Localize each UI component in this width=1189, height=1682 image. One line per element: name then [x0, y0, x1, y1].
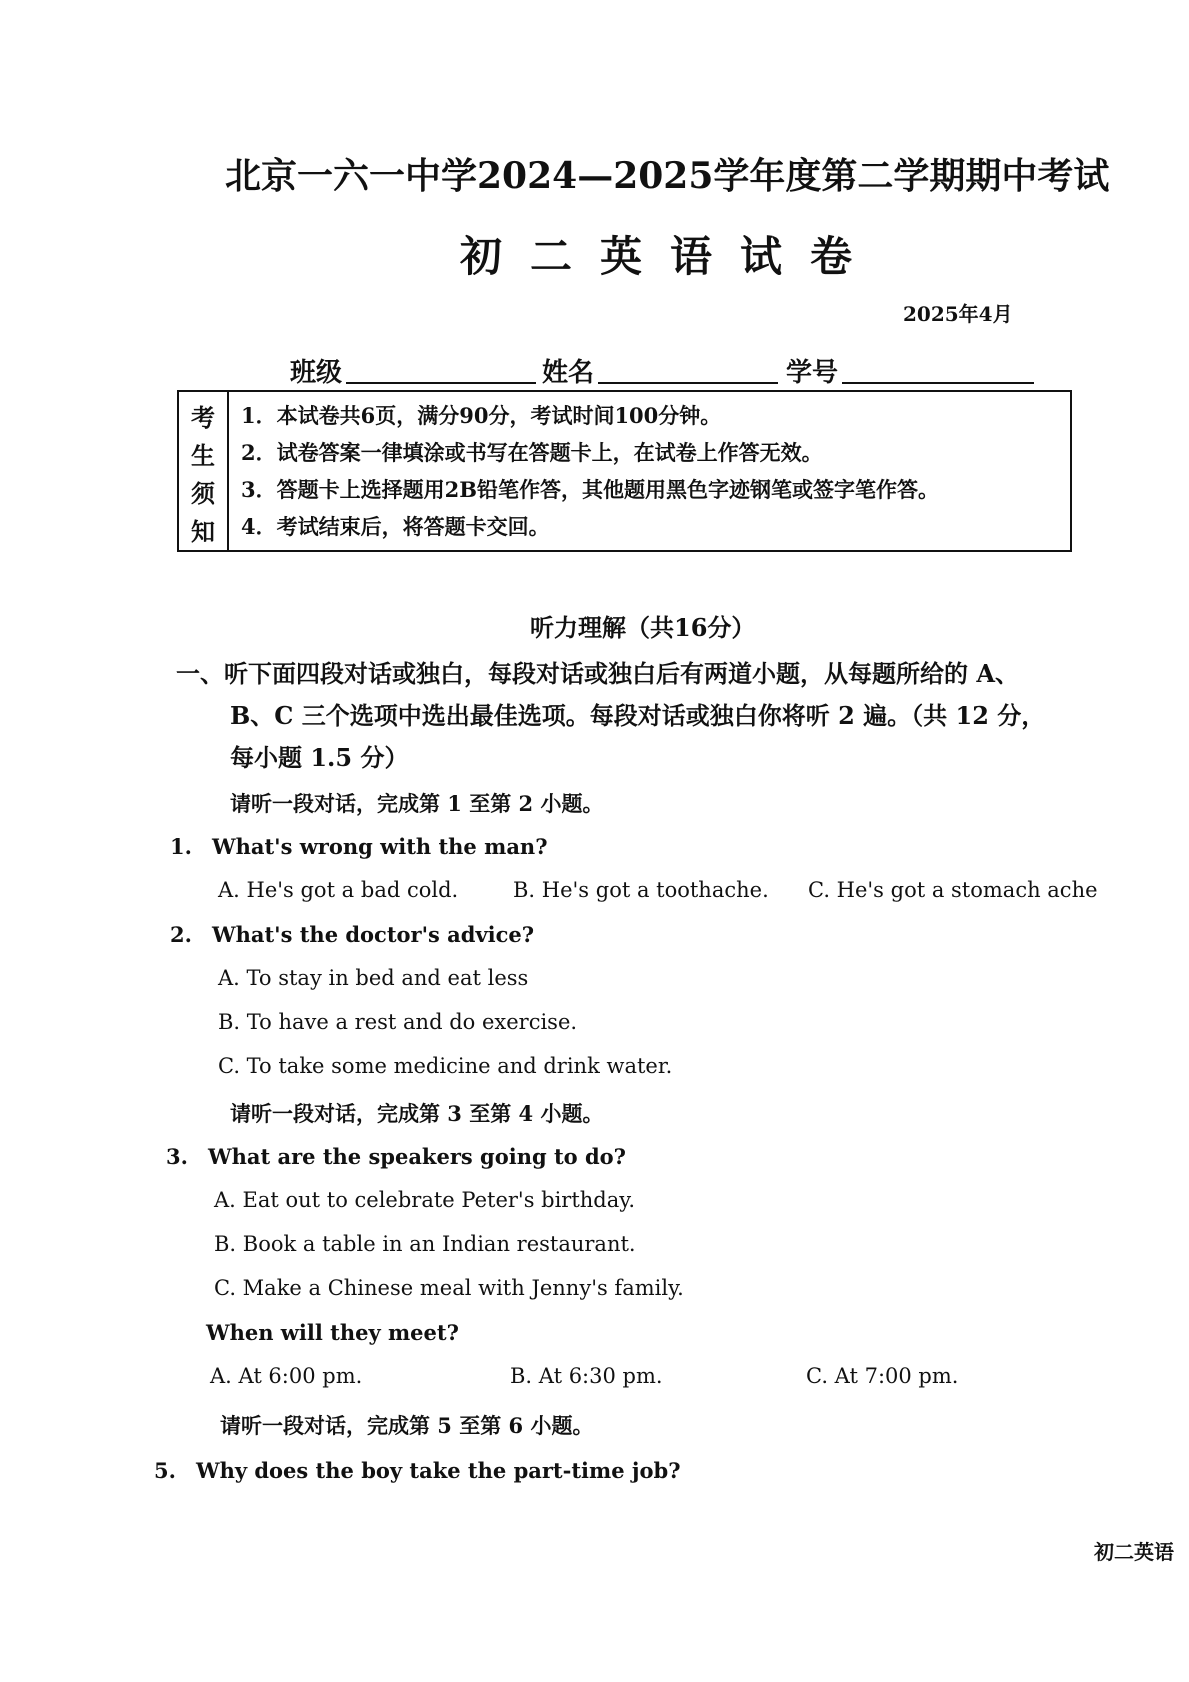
- option-c: C. At 7:00 pm.: [806, 1364, 959, 1388]
- part-intro-line: B、C 三个选项中选出最佳选项。每段对话或独白你将听 2 遍。（共 12 分，: [230, 701, 1046, 730]
- option-b: B. At 6:30 pm.: [510, 1364, 663, 1388]
- notice-item: 2．试卷答案一律填涂或书写在答题卡上，在试卷上作答无效。: [241, 440, 823, 465]
- name-field[interactable]: [598, 382, 778, 384]
- listening-instruction: 请听一段对话，完成第 5 至第 6 小题。: [220, 1413, 594, 1438]
- class-field[interactable]: [346, 382, 536, 384]
- option-a: A. To stay in bed and eat less: [218, 966, 529, 990]
- exam-subtitle: 初二英语试卷: [460, 232, 881, 281]
- question-text: What are the speakers going to do?: [208, 1144, 626, 1169]
- question-text: When will they meet?: [206, 1320, 459, 1345]
- question-number: 2.: [170, 922, 192, 947]
- page-footer: 初二英语: [1094, 1540, 1174, 1564]
- exam-title: 北京一六一中学2024—2025学年度第二学期期中考试: [225, 155, 1110, 197]
- student-id-field[interactable]: [842, 382, 1034, 384]
- notice-label-column: [179, 392, 229, 550]
- notice-label-char: 须: [191, 479, 215, 508]
- notice-item: 3．答题卡上选择题用2B铅笔作答，其他题用黑色字迹钢笔或签字笔作答。: [241, 477, 939, 502]
- student-id-label: 学号: [786, 358, 839, 388]
- notice-item: 4．考试结束后，将答题卡交回。: [241, 514, 550, 539]
- listening-instruction: 请听一段对话，完成第 1 至第 2 小题。: [230, 791, 604, 816]
- part-intro-line: 一、听下面四段对话或独白，每段对话或独白后有两道小题，从每题所给的 A、: [176, 659, 1019, 688]
- section-title: 听力理解（共16分）: [530, 613, 756, 642]
- question-number: 3.: [166, 1144, 188, 1169]
- option-c: C. To take some medicine and drink water.: [218, 1054, 673, 1078]
- exam-date: 2025年4月: [903, 302, 1013, 326]
- option-b: B. To have a rest and do exercise.: [218, 1010, 578, 1034]
- question-number: 1.: [170, 834, 192, 859]
- option-a: A. Eat out to celebrate Peter's birthday.: [214, 1188, 636, 1212]
- question-text: What's the doctor's advice?: [212, 922, 535, 947]
- option-c: C. He's got a stomach ache: [808, 878, 1098, 902]
- question-number: 5.: [154, 1458, 176, 1483]
- option-a: A. He's got a bad cold.: [218, 878, 459, 902]
- notice-label-char: 知: [191, 517, 215, 546]
- listening-instruction: 请听一段对话，完成第 3 至第 4 小题。: [230, 1101, 604, 1126]
- name-label: 姓名: [542, 358, 595, 388]
- question-text: What's wrong with the man?: [212, 834, 548, 859]
- notice-label-char: 考: [191, 403, 215, 432]
- option-c: C. Make a Chinese meal with Jenny's family.: [214, 1276, 684, 1300]
- question-text: Why does the boy take the part-time job?: [196, 1458, 681, 1483]
- option-b: B. He's got a toothache.: [513, 878, 769, 902]
- part-intro-line: 每小题 1.5 分）: [230, 743, 409, 772]
- option-a: A. At 6:00 pm.: [210, 1364, 363, 1388]
- option-b: B. Book a table in an Indian restaurant.: [214, 1232, 636, 1256]
- notice-box: [177, 390, 1072, 552]
- notice-label-char: 生: [191, 441, 215, 470]
- class-label: 班级: [290, 358, 343, 388]
- notice-item: 1．本试卷共6页，满分90分，考试时间100分钟。: [241, 403, 722, 428]
